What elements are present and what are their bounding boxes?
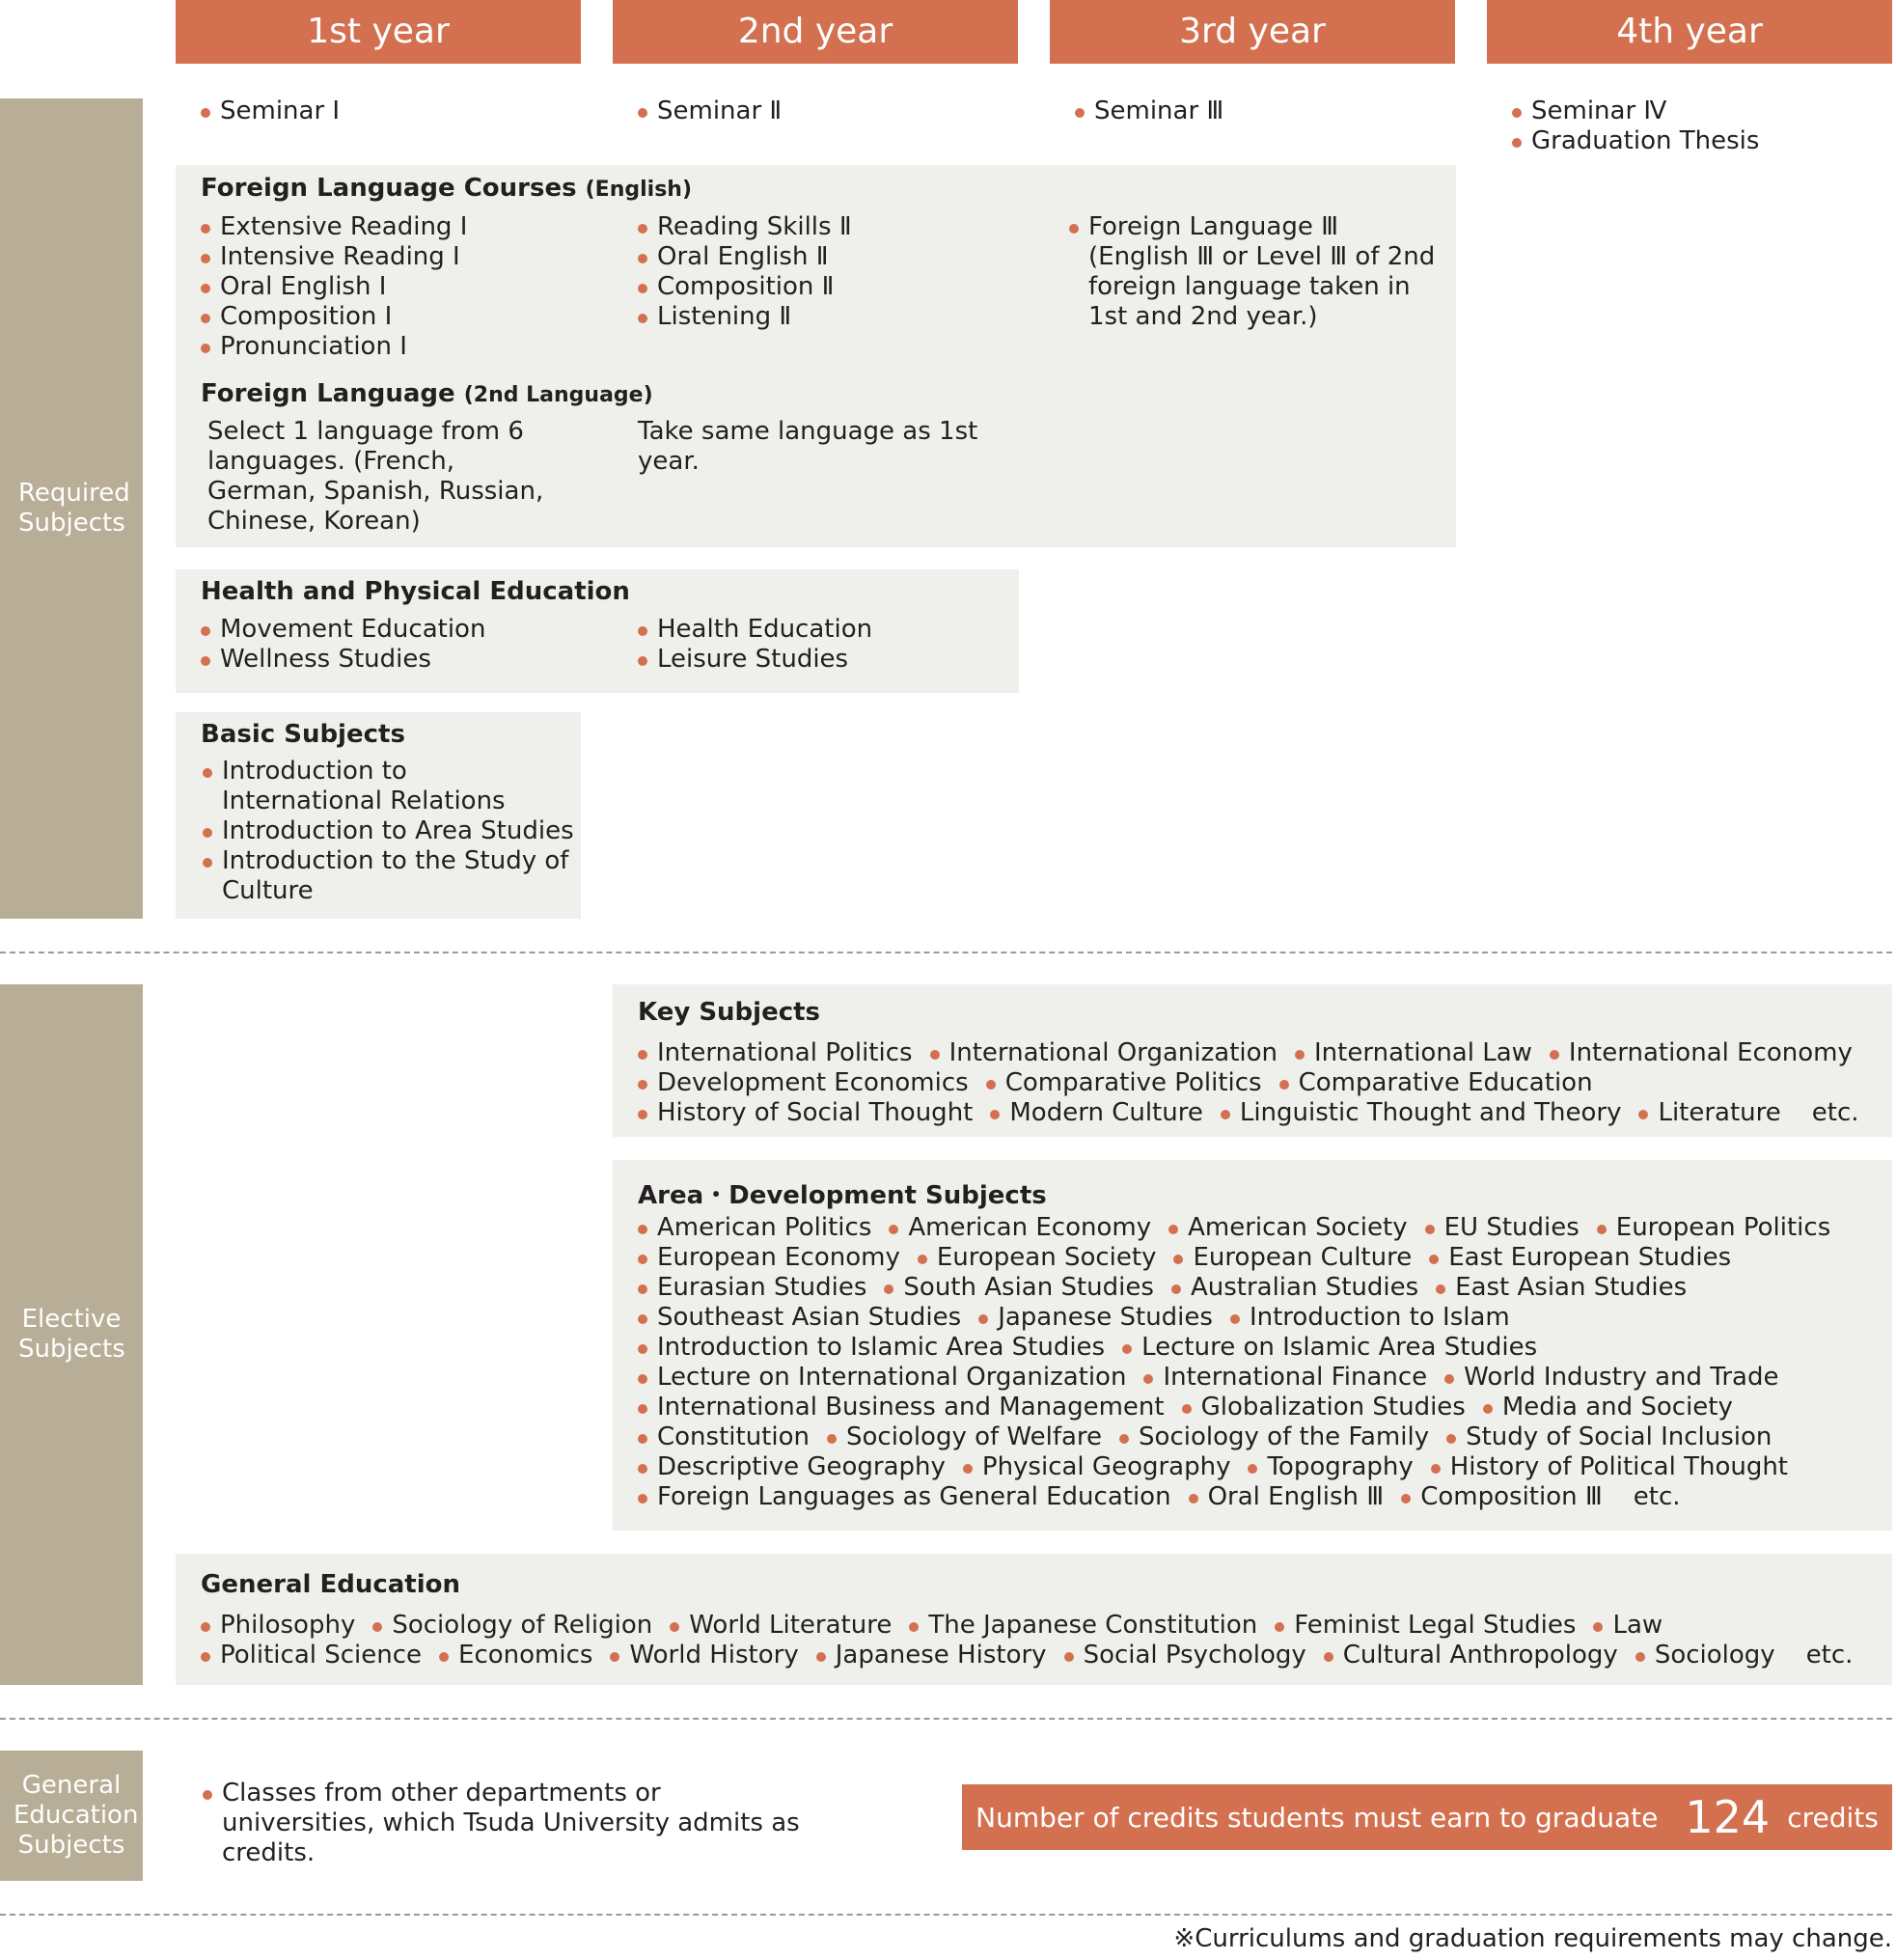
list-row <box>638 1213 1848 1243</box>
list-item: International Economy <box>1550 1038 1853 1068</box>
list-item: Leisure Studies <box>638 645 872 675</box>
list-item: Introduction to International Relations <box>203 757 574 816</box>
list-row <box>638 1393 1848 1422</box>
list-item: Constitution <box>638 1422 810 1452</box>
list-item: Southeast Asian Studies <box>638 1303 961 1333</box>
health-pe-list-col2 <box>638 615 872 675</box>
seminar-list-y2 <box>638 97 782 126</box>
general-education-title: General Education <box>201 1570 461 1599</box>
list-item: East European Studies <box>1429 1243 1731 1273</box>
list-item: South Asian Studies <box>884 1273 1154 1303</box>
list-item: Feminist Legal Studies <box>1275 1611 1576 1641</box>
list-item: American Politics <box>638 1213 871 1243</box>
list-item: Classes from other departments or universities, which Tsuda University admits as credits. <box>203 1779 820 1868</box>
credits-unit: credits <box>1787 1801 1879 1834</box>
key-subjects-title: Key Subjects <box>638 998 821 1027</box>
list-row <box>638 1482 1848 1512</box>
list-item: Japanese History <box>816 1641 1047 1670</box>
year-header-3: 3rd year <box>1050 0 1455 64</box>
list-item: International Law <box>1295 1038 1532 1068</box>
key-subjects-list <box>638 1038 1870 1128</box>
second-language-title-text: Foreign Language <box>201 379 455 408</box>
list-item: Eurasian Studies <box>638 1273 866 1303</box>
list-item: American Society <box>1168 1213 1408 1243</box>
list-item: The Japanese Constitution <box>909 1611 1257 1641</box>
graduation-credits-banner <box>962 1784 1892 1850</box>
health-pe-list-col1 <box>201 615 485 675</box>
list-item: European Economy <box>638 1243 900 1273</box>
list-item: Health Education <box>638 615 872 645</box>
foreign-language-courses-title-text: Foreign Language Courses <box>201 174 577 203</box>
list-row <box>201 1611 1853 1641</box>
list-item: European Culture <box>1173 1243 1412 1273</box>
health-pe-title: Health and Physical Education <box>201 577 630 606</box>
basic-subjects-title: Basic Subjects <box>201 720 405 749</box>
list-item: EU Studies <box>1425 1213 1580 1243</box>
list-item: Composition Ⅱ <box>638 272 852 302</box>
etc-label: etc. <box>1633 1482 1681 1511</box>
year-header-2: 2nd year <box>613 0 1018 64</box>
list-item: Lecture on Islamic Area Studies <box>1122 1333 1537 1363</box>
list-item: Comparative Education <box>1279 1068 1593 1098</box>
list-item: Globalization Studies <box>1182 1393 1466 1422</box>
list-item: Composition Ⅰ <box>201 302 467 332</box>
category-required-label: Required Subjects <box>18 479 130 538</box>
section-divider <box>0 952 1892 953</box>
list-item: Oral English Ⅰ <box>201 272 467 302</box>
list-item: Movement Education <box>201 615 485 645</box>
category-general <box>0 1751 143 1881</box>
list-item: Development Economics <box>638 1068 969 1098</box>
list-item: Oral English Ⅲ <box>1189 1482 1385 1512</box>
seminar-list-y3 <box>1075 97 1223 126</box>
list-item: Cultural Anthropology <box>1324 1641 1618 1670</box>
foreign-language-list-y2 <box>638 212 852 332</box>
list-item: Sociology of Welfare <box>827 1422 1102 1452</box>
list-item: Descriptive Geography <box>638 1452 946 1482</box>
etc-label: etc. <box>1805 1641 1854 1670</box>
list-item: Social Psychology <box>1064 1641 1306 1670</box>
list-item: Lecture on International Organization <box>638 1363 1126 1393</box>
list-item: European Politics <box>1597 1213 1830 1243</box>
list-item: Intensive Reading Ⅰ <box>201 242 467 272</box>
list-item: Physical Geography <box>963 1452 1231 1482</box>
list-item: Composition Ⅲ <box>1401 1482 1603 1512</box>
list-row <box>638 1038 1870 1068</box>
list-item: East Asian Studies <box>1436 1273 1687 1303</box>
list-row <box>201 1641 1853 1670</box>
credits-label: Number of credits students must earn to graduate <box>975 1801 1659 1834</box>
list-row <box>638 1333 1848 1363</box>
list-row <box>638 1422 1848 1452</box>
year-header-1: 1st year <box>176 0 581 64</box>
section-divider <box>0 1718 1892 1720</box>
list-item: Australian Studies <box>1171 1273 1418 1303</box>
list-row <box>638 1303 1848 1333</box>
list-item: Economics <box>439 1641 592 1670</box>
list-item: History of Political Thought <box>1431 1452 1788 1482</box>
list-item: World History <box>610 1641 798 1670</box>
list-item: International Business and Management <box>638 1393 1165 1422</box>
list-item: Introduction to Islam <box>1230 1303 1510 1333</box>
list-item: Pronunciation Ⅰ <box>201 332 467 362</box>
list-item: Extensive Reading Ⅰ <box>201 212 467 242</box>
list-item: Sociology of the Family <box>1119 1422 1429 1452</box>
list-item: History of Social Thought <box>638 1098 973 1128</box>
list-item: Introduction to the Study of Culture <box>203 846 574 906</box>
list-item: Political Science <box>201 1641 422 1670</box>
area-development-title: Area・Development Subjects <box>638 1181 1047 1210</box>
second-language-y2-text: Take same language as 1st year. <box>638 417 978 476</box>
second-language-title <box>201 379 653 408</box>
list-item: Seminar Ⅱ <box>638 97 782 126</box>
list-item: Philosophy <box>201 1611 355 1641</box>
list-item: Sociology of Religion <box>372 1611 652 1641</box>
list-item: Linguistic Thought and Theory <box>1221 1098 1622 1128</box>
list-item: Listening Ⅱ <box>638 302 852 332</box>
year-header-4: 4th year <box>1487 0 1892 64</box>
list-item: Introduction to Area Studies <box>203 816 574 846</box>
list-row <box>638 1098 1870 1128</box>
list-row <box>638 1243 1848 1273</box>
list-item: American Economy <box>889 1213 1151 1243</box>
area-development-list <box>638 1213 1848 1512</box>
foreign-language-list-y3 <box>1069 212 1445 332</box>
list-item: World Industry and Trade <box>1444 1363 1778 1393</box>
foreign-language-courses-title-sub: (English) <box>585 178 693 202</box>
list-item: International Politics <box>638 1038 913 1068</box>
list-item: Seminar Ⅲ <box>1075 97 1223 126</box>
general-education-list <box>201 1611 1853 1670</box>
second-language-title-sub: (2nd Language) <box>463 383 653 407</box>
list-item: Law <box>1593 1611 1662 1641</box>
category-elective <box>0 984 143 1685</box>
list-item: Modern Culture <box>990 1098 1202 1128</box>
list-item: International Organization <box>930 1038 1278 1068</box>
list-item: Japanese Studies <box>978 1303 1213 1333</box>
second-language-y1-text: Select 1 language from 6 languages. (French, German, Spanish, Russian, Chinese, Korean) <box>207 417 544 536</box>
list-item: European Society <box>918 1243 1157 1273</box>
footnote: ※Curriculums and graduation requirements may change. <box>1173 1924 1892 1953</box>
list-item: Wellness Studies <box>201 645 485 675</box>
list-row <box>638 1452 1848 1482</box>
list-row <box>638 1068 1870 1098</box>
foreign-language-list-y1 <box>201 212 467 362</box>
list-item: Foreign Language Ⅲ (English Ⅲ or Level Ⅲ of 2nd foreign language taken in 1st and 2nd year.) <box>1069 212 1445 332</box>
list-item: Comparative Politics <box>986 1068 1262 1098</box>
list-item: International Finance <box>1143 1363 1427 1393</box>
list-item: Introduction to Islamic Area Studies <box>638 1333 1105 1363</box>
category-general-label: General Education Subjects <box>14 1771 139 1860</box>
etc-label: etc. <box>1811 1098 1859 1127</box>
credits-value: 124 <box>1685 1791 1771 1843</box>
category-elective-label: Elective Subjects <box>18 1305 125 1364</box>
list-item: Sociology <box>1635 1641 1775 1670</box>
list-item: Reading Skills Ⅱ <box>638 212 852 242</box>
list-item: World Literature <box>670 1611 892 1641</box>
list-item: Seminar Ⅳ <box>1512 97 1759 126</box>
seminar-list-y1 <box>201 97 340 126</box>
basic-subjects-list <box>203 757 574 906</box>
list-item: Media and Society <box>1483 1393 1733 1422</box>
list-row <box>638 1363 1848 1393</box>
list-item: Graduation Thesis <box>1512 126 1759 156</box>
list-item: Oral English Ⅱ <box>638 242 852 272</box>
foreign-language-courses-title <box>201 174 692 203</box>
list-item: Literature <box>1638 1098 1780 1128</box>
list-row <box>638 1273 1848 1303</box>
list-item: Study of Social Inclusion <box>1446 1422 1772 1452</box>
list-item: Seminar Ⅰ <box>201 97 340 126</box>
section-divider <box>0 1914 1892 1916</box>
list-item: Foreign Languages as General Education <box>638 1482 1171 1512</box>
list-item: Topography <box>1248 1452 1413 1482</box>
general-subjects-note-list <box>203 1779 820 1868</box>
category-required <box>0 98 143 919</box>
seminar-list-y4 <box>1512 97 1759 156</box>
